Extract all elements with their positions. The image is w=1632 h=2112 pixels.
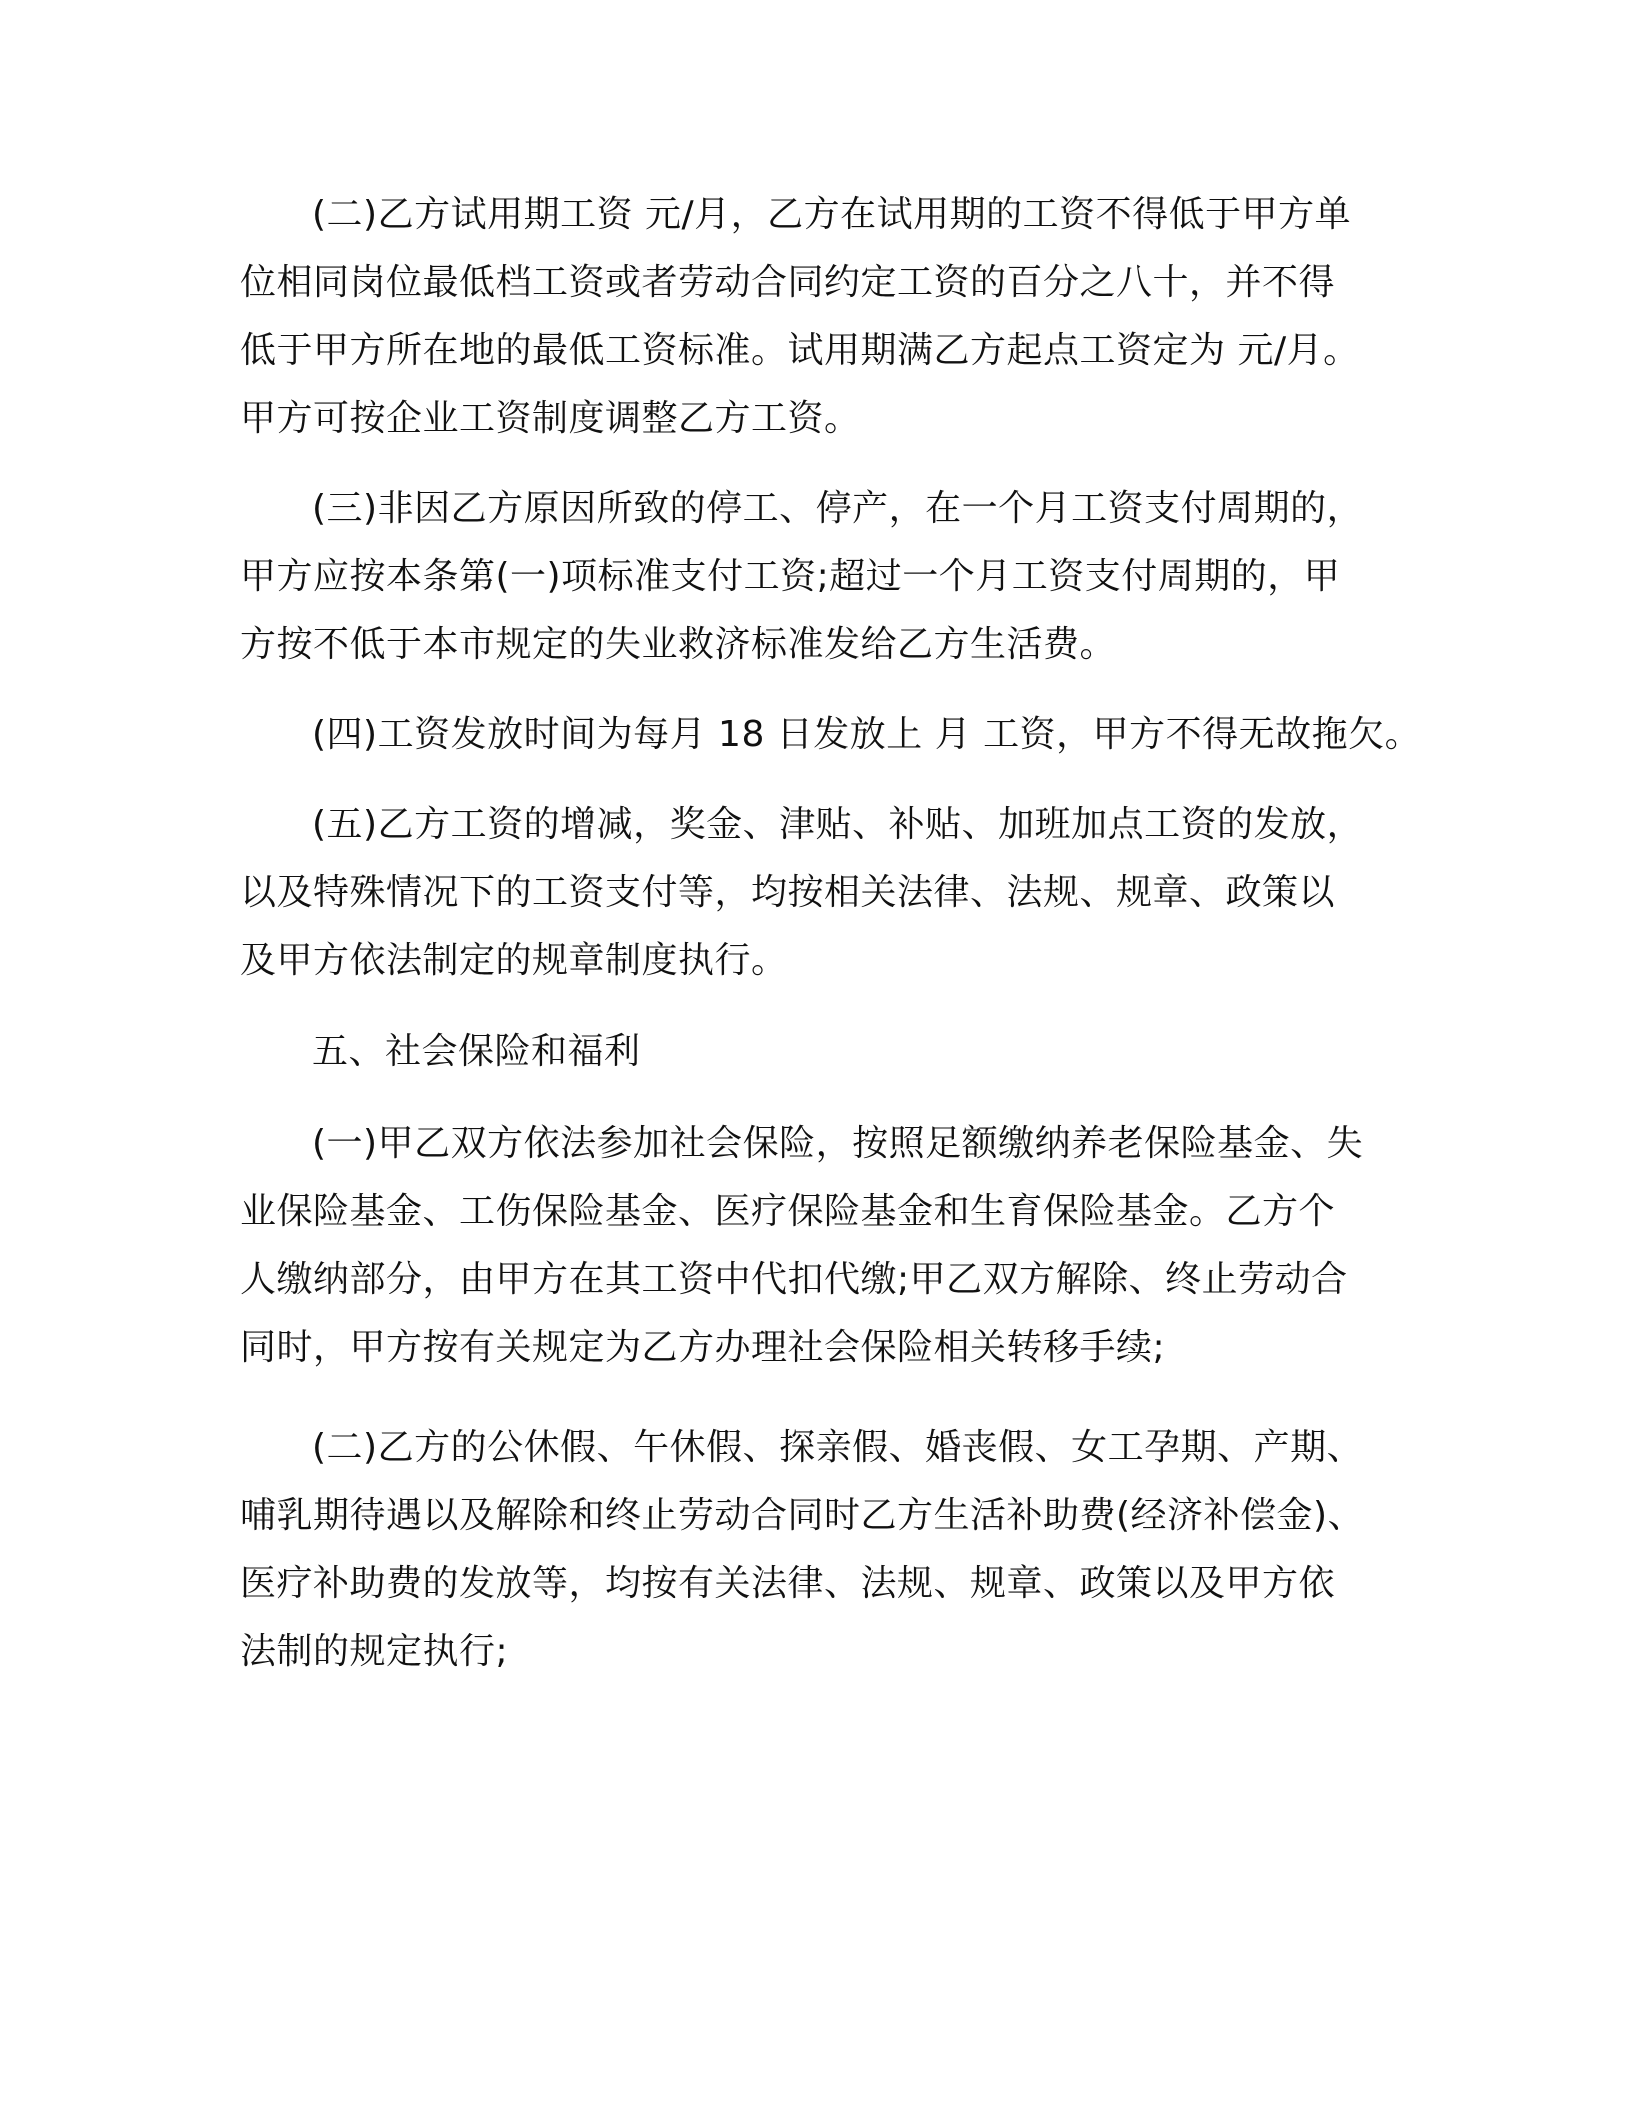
paragraph-wage-adjustments	[240, 791, 1420, 995]
paragraph-line: 以及特殊情况下的工资支付等，均按相关法律、法规、规章、政策以	[240, 872, 1336, 913]
paragraph-line: (二)乙方的公休假、午休假、探亲假、婚丧假、女工孕期、产期、	[312, 1427, 1364, 1468]
section-heading-social-insurance	[240, 1018, 1420, 1086]
paragraph-line: 及甲方依法制定的规章制度执行。	[240, 940, 788, 981]
paragraph-line: 业保险基金、工伤保险基金、医疗保险基金和生育保险基金。乙方个	[240, 1191, 1336, 1232]
paragraph-line: 同时，甲方按有关规定为乙方办理社会保险相关转移手续;	[240, 1327, 1166, 1368]
paragraph-line: (二)乙方试用期工资 元/月，乙方在试用期的工资不得低于甲方单	[312, 194, 1352, 235]
paragraph-line: (四)工资发放时间为每月 18 日发放上 月 工资，甲方不得无故拖欠。	[312, 714, 1422, 755]
paragraph-line: 方按不低于本市规定的失业救济标准发给乙方生活费。	[240, 624, 1117, 665]
paragraph-line: 甲方可按企业工资制度调整乙方工资。	[240, 398, 861, 439]
paragraph-line: 位相同岗位最低档工资或者劳动合同约定工资的百分之八十，并不得	[240, 262, 1336, 303]
paragraph-line: 低于甲方所在地的最低工资标准。试用期满乙方起点工资定为 元/月。	[240, 330, 1360, 371]
paragraph-probation-wage	[240, 181, 1420, 453]
paragraph-line: (五)乙方工资的增减，奖金、津贴、补贴、加班加点工资的发放，	[312, 804, 1364, 845]
paragraph-line: (一)甲乙双方依法参加社会保险，按照足额缴纳养老保险基金、失	[312, 1123, 1364, 1164]
paragraph-line: 哺乳期待遇以及解除和终止劳动合同时乙方生活补助费(经济补偿金)、	[240, 1495, 1365, 1536]
paragraph-work-stoppage	[240, 475, 1420, 679]
paragraph-pay-date	[240, 701, 1420, 769]
paragraph-leave-benefits	[240, 1414, 1420, 1686]
paragraph-line: 甲方应按本条第(一)项标准支付工资;超过一个月工资支付周期的，甲	[240, 556, 1341, 597]
paragraph-line: 医疗补助费的发放等，均按有关法律、法规、规章、政策以及甲方依	[240, 1563, 1336, 1604]
paragraph-social-insurance	[240, 1110, 1420, 1382]
section-heading: 五、社会保险和福利	[312, 1031, 641, 1072]
paragraph-line: 法制的规定执行;	[240, 1631, 509, 1672]
paragraph-line: 人缴纳部分，由甲方在其工资中代扣代缴;甲乙双方解除、终止劳动合	[240, 1259, 1348, 1300]
paragraph-line: (三)非因乙方原因所致的停工、停产，在一个月工资支付周期的，	[312, 488, 1364, 529]
